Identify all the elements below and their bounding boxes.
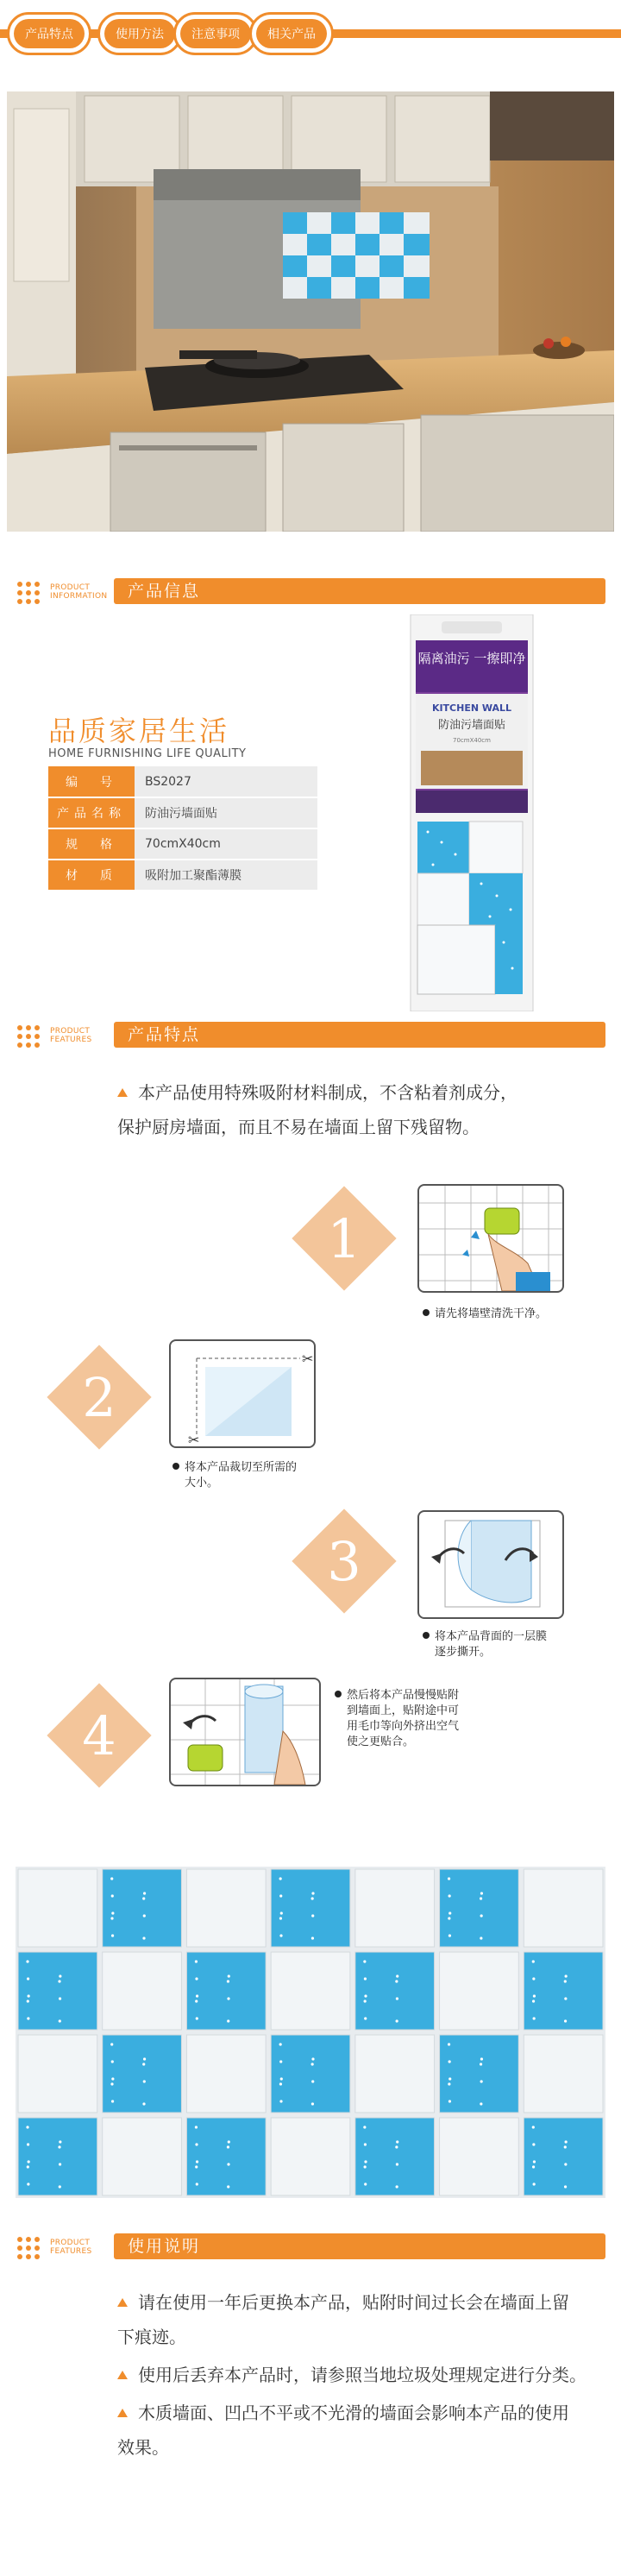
features-intro [117, 1075, 583, 1144]
step-1-badge [297, 1191, 392, 1286]
step-number: 4 [82, 1704, 116, 1767]
tile-dot [533, 1994, 536, 1997]
tile-dot [227, 1980, 229, 1982]
tile-dot [279, 2082, 282, 2085]
tile-dot [532, 2000, 535, 2002]
white-tile [18, 1869, 97, 1947]
white-tile [186, 1869, 266, 1947]
white-tile [186, 2035, 266, 2113]
tile-dot [195, 2165, 198, 2168]
nav-item-notes[interactable]: 注意事项 [173, 12, 258, 55]
tile-dot [195, 1977, 198, 1980]
tile-dot [448, 1912, 451, 1914]
svg-text:✂: ✂ [188, 1432, 200, 1446]
step-4-caption: 然后将本产品慢慢贴附 到墙面上，贴附途中可 用毛巾等向外挤出空气 使之更贴合。 [335, 1688, 507, 1750]
cutting-illustration [171, 1341, 314, 1446]
step-3-card [417, 1510, 564, 1619]
tile-dot [279, 2100, 282, 2102]
table-row [48, 828, 317, 860]
tile-dot [396, 2019, 398, 2022]
tile-dot [227, 1997, 229, 2000]
tile-dot [448, 2077, 451, 2080]
table-row [48, 766, 317, 797]
tile-dot [142, 2063, 145, 2065]
tile-dot [448, 1877, 450, 1880]
tile-dot [110, 1917, 113, 1919]
tile-dot [532, 1960, 535, 1962]
tile-dot [279, 1894, 282, 1897]
tile-dot [311, 2063, 314, 2065]
tile-dot [227, 2145, 229, 2148]
tile-dot [143, 1914, 146, 1917]
tile-dot [195, 2126, 198, 2128]
tile-dot [448, 2043, 450, 2045]
tile-dot [564, 2145, 567, 2148]
tile-dot [111, 1912, 114, 1914]
tile-dot [28, 1994, 30, 1997]
spec-value: BS2027 [135, 766, 317, 797]
blue-tile [524, 2118, 603, 2195]
blue-tile [271, 2035, 350, 2113]
tile-dot [111, 2100, 114, 2102]
tile-dot [59, 2140, 61, 2143]
bullet-dot-icon [423, 1309, 430, 1316]
blue-tile [440, 2035, 519, 2113]
list-item: 请在使用一年后更换本产品，贴附时间过长会在墙面上留 下痕迹。 [117, 2292, 569, 2347]
tile-dot [196, 1994, 198, 1997]
package-cn-title: 防油污墙面贴 [437, 719, 506, 732]
tile-dot [480, 1937, 482, 1939]
tile-dot [396, 2163, 398, 2165]
tile-dot [480, 2057, 483, 2060]
tile-dot [448, 1917, 450, 1919]
section-title: 产品特点 [114, 1022, 605, 1048]
peeling-illustration [419, 1512, 562, 1617]
tile-dot [227, 2019, 229, 2022]
step-2-badge [52, 1350, 147, 1445]
features-intro-line1: 本产品使用特殊吸附材料制成，不含粘着剂成分， [138, 1082, 518, 1103]
step-3-badge [297, 1514, 392, 1609]
tile-dot [110, 2082, 113, 2085]
tile-dot [58, 2145, 60, 2148]
white-tile [355, 1869, 435, 1947]
tile-dot [363, 1960, 366, 1962]
tile-dot [111, 1934, 114, 1937]
step-number: 1 [327, 1206, 361, 1270]
kitchen-illustration [7, 91, 614, 532]
tile-dot [280, 2077, 283, 2080]
white-tile [440, 1952, 519, 2030]
triangle-bullet-icon [117, 2409, 128, 2417]
tile-dot [564, 1980, 567, 1982]
tile-dot [564, 2019, 567, 2022]
blue-tile [103, 1869, 182, 1947]
tile-dot [396, 1997, 398, 2000]
section-header-usage [16, 2233, 605, 2261]
step-3-caption: 将本产品背面的一层膜 逐步撕开。 [423, 1629, 612, 1660]
dots-icon [17, 582, 40, 604]
tile-dot [279, 1917, 282, 1919]
package-en-title: KITCHEN WALL [431, 702, 512, 714]
spec-value: 70cmX40cm [135, 828, 317, 860]
usage-list [117, 2285, 600, 2468]
list-item: 木质墙面、凹凸不平或不光滑的墙面会影响本产品的使用 效果。 [117, 2403, 569, 2458]
white-tile [524, 2035, 603, 2113]
white-tile [103, 1952, 182, 2030]
white-tile [355, 2035, 435, 2113]
tile-dot [396, 2140, 398, 2143]
tile-dot [59, 1975, 61, 1977]
blue-tile [186, 1952, 266, 2030]
tile-dot [27, 2143, 29, 2145]
tile-dot [59, 2019, 61, 2022]
quality-heading-en: HOME FURNISHING LIFE QUALITY [48, 747, 247, 760]
tile-dot [311, 1897, 314, 1899]
step-1-card [417, 1184, 564, 1293]
triangle-bullet-icon [117, 1088, 128, 1097]
package-headline: 隔离油污 一擦即净 [417, 651, 526, 666]
tile-dot [27, 1977, 29, 1980]
tile-dot [448, 2082, 450, 2085]
tile-dot [27, 2182, 29, 2185]
tile-dot [364, 2182, 367, 2185]
tile-dot [564, 2185, 567, 2188]
kitchen-photo [7, 91, 614, 532]
step-4-badge [52, 1688, 147, 1783]
tile-dot [311, 2057, 314, 2060]
bullet-dot-icon [172, 1463, 179, 1470]
tile-dot [364, 2160, 367, 2163]
tile-dot [111, 2077, 114, 2080]
tile-dot [311, 2102, 314, 2105]
spec-table [48, 766, 317, 891]
tile-dot [364, 2000, 367, 2002]
tile-dot [195, 2143, 198, 2145]
tile-dot [27, 2165, 29, 2168]
blue-tile [186, 2118, 266, 2195]
table-row [48, 860, 317, 891]
step-2-caption: 将本产品裁切至所需的 大小。 [172, 1460, 362, 1491]
tile-grid [16, 1867, 605, 2198]
tile-dot [142, 1897, 145, 1899]
spec-key: 规 格 [48, 828, 135, 860]
tile-dot [58, 1980, 60, 1982]
tile-dot [448, 1894, 451, 1897]
tile-dot [110, 2043, 113, 2045]
step-number: 2 [82, 1365, 116, 1429]
tile-dot [143, 2057, 146, 2060]
tile-dot [228, 2140, 230, 2143]
tile-dot [228, 1975, 230, 1977]
tile-dot [311, 2080, 314, 2082]
tile-dot [311, 1892, 314, 1894]
tile-dot [142, 1937, 145, 1939]
tile-dot [195, 1960, 198, 1962]
tile-dot [395, 1980, 398, 1982]
tile-dot [28, 2160, 30, 2163]
blue-tile [18, 1952, 97, 2030]
wall-cleaning-illustration [419, 1186, 562, 1291]
tile-dot [364, 1994, 367, 1997]
tile-dot [364, 2143, 367, 2145]
tile-dot [480, 1914, 483, 1917]
tile-dot [395, 2145, 398, 2148]
list-item: 使用后丢弃本产品时，请参照当地垃圾处理规定进行分类。 [117, 2358, 600, 2392]
tile-dot [480, 2102, 482, 2105]
tile-dot [26, 1960, 28, 1962]
bullet-dot-icon [423, 1632, 430, 1639]
section-header-info [16, 578, 605, 606]
blue-tile [271, 1869, 350, 1947]
tile-dot [364, 2165, 367, 2168]
tile-dot [227, 2185, 229, 2188]
tile-pattern-preview [16, 1867, 605, 2198]
tile-dot [59, 2185, 61, 2188]
triangle-bullet-icon [117, 2298, 128, 2307]
white-tile [103, 2118, 182, 2195]
bullet-dot-icon [335, 1691, 342, 1697]
dots-icon [17, 2237, 40, 2259]
tile-dot [279, 2043, 282, 2045]
tile-dot [279, 1877, 282, 1880]
tile-dot [279, 1934, 282, 1937]
tile-dot [196, 2160, 198, 2163]
white-tile [271, 1952, 350, 2030]
tile-dot [196, 2182, 198, 2185]
section-title: 使用说明 [114, 2233, 605, 2259]
section-title: 产品信息 [114, 578, 605, 604]
tile-dot [533, 2017, 536, 2019]
blue-tile [524, 1952, 603, 2030]
tile-dot [142, 2102, 145, 2105]
white-tile [271, 2118, 350, 2195]
tile-dot [533, 2160, 536, 2163]
tile-dot [111, 1894, 114, 1897]
tile-dot [532, 2126, 535, 2128]
tile-dot [480, 1892, 483, 1894]
nav-item-related[interactable]: 相关产品 [249, 12, 334, 55]
package-illustration [407, 614, 536, 1011]
section-header-features [16, 1022, 605, 1049]
tile-dot [396, 1975, 398, 1977]
package-size: 70cmX40cm [453, 737, 491, 744]
spec-key: 材 质 [48, 860, 135, 891]
section-en-line1: PRODUCT [50, 583, 91, 592]
spec-key: 编 号 [48, 766, 135, 797]
section-en-line1: PRODUCT [50, 2239, 91, 2247]
blue-tile [18, 2118, 97, 2195]
svg-text:✂: ✂ [302, 1351, 314, 1367]
tile-dot [480, 1897, 482, 1899]
section-en-line1: PRODUCT [50, 1027, 91, 1036]
quality-heading-cn: 品质家居生活 [48, 715, 230, 747]
step-4-card [169, 1678, 321, 1786]
triangle-bullet-icon [117, 2371, 128, 2379]
tile-dot [26, 2126, 28, 2128]
tile-dot [143, 2080, 146, 2082]
dots-icon [17, 1025, 40, 1048]
step-number: 3 [327, 1529, 361, 1593]
tile-dot [448, 2060, 451, 2063]
features-intro-line2: 保护厨房墙面，而且不易在墙面上留下残留物。 [117, 1117, 480, 1137]
section-en-line2: INFORMATION [50, 592, 108, 601]
tile-dot [143, 1892, 146, 1894]
tile-dot [363, 2126, 366, 2128]
tile-dot [110, 1877, 113, 1880]
tile-dot [564, 1997, 567, 2000]
table-row [48, 797, 317, 828]
tile-dot [532, 2165, 535, 2168]
spec-value: 吸附加工聚酯薄膜 [135, 860, 317, 891]
tile-dot [27, 2017, 29, 2019]
spec-value: 防油污墙面贴 [135, 797, 317, 828]
applying-illustration [171, 1679, 319, 1785]
tile-dot [564, 2163, 567, 2165]
tile-dot [448, 1934, 451, 1937]
blue-tile [103, 2035, 182, 2113]
tile-dot [311, 1914, 314, 1917]
section-en-line2: FEATURES [50, 2247, 92, 2256]
tile-dot [565, 2140, 568, 2143]
tile-dot [533, 2182, 536, 2185]
tile-dot [195, 2000, 198, 2002]
top-nav [0, 0, 621, 67]
tile-dot [448, 2100, 451, 2102]
tile-dot [59, 1997, 61, 2000]
blue-tile [440, 1869, 519, 1947]
tile-dot [532, 2143, 535, 2145]
step-1-caption: 请先将墙壁清洗干净。 [423, 1307, 595, 1322]
section-en-line2: FEATURES [50, 1036, 92, 1044]
tile-dot [480, 2063, 482, 2065]
white-tile [524, 1869, 603, 1947]
tile-dot [196, 2017, 198, 2019]
tile-dot [280, 1912, 283, 1914]
tile-dot [279, 2060, 282, 2063]
tile-dot [364, 2017, 367, 2019]
tile-dot [396, 2185, 398, 2188]
tile-dot [227, 2163, 229, 2165]
white-tile [440, 2118, 519, 2195]
product-package [407, 614, 536, 1011]
nav-item-features[interactable]: 产品特点 [7, 12, 91, 55]
step-2-card [169, 1339, 316, 1448]
tile-dot [480, 2080, 483, 2082]
tile-dot [311, 1937, 314, 1939]
tile-dot [364, 1977, 367, 1980]
white-tile [18, 2035, 97, 2113]
tile-dot [565, 1975, 568, 1977]
nav-item-usage[interactable]: 使用方法 [97, 12, 182, 55]
blue-tile [355, 1952, 435, 2030]
spec-key: 产品名称 [48, 797, 135, 828]
tile-dot [532, 1977, 535, 1980]
tile-dot [27, 2000, 29, 2002]
blue-tile [355, 2118, 435, 2195]
tile-dot [59, 2163, 61, 2165]
tile-dot [111, 2060, 114, 2063]
